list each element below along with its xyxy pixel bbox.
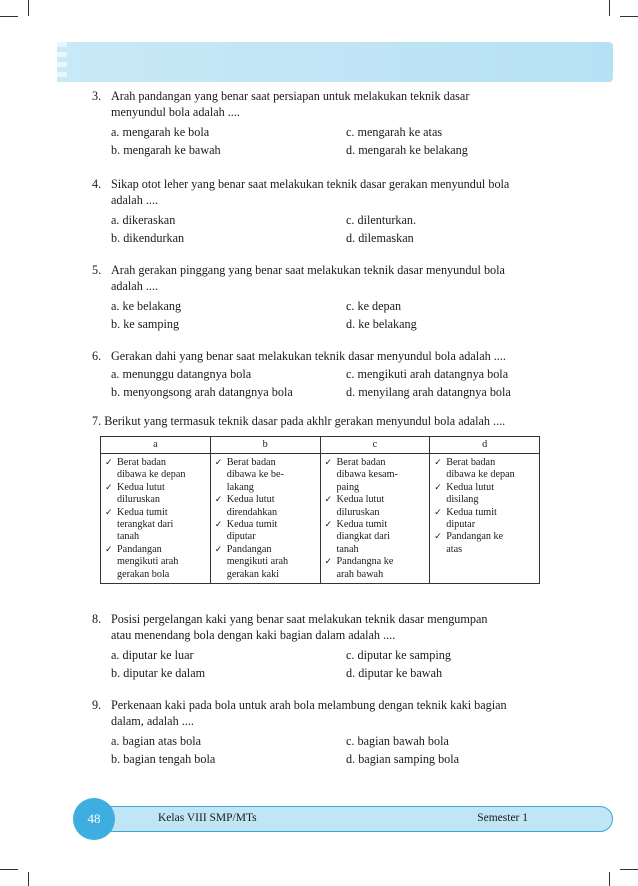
crop-mark xyxy=(620,16,638,17)
option-b: b. ke samping xyxy=(111,317,180,331)
option-c: c. ke depan xyxy=(346,299,402,313)
checkmark-icon: ✓ xyxy=(214,520,223,531)
option-d: d. bagian samping bola xyxy=(346,752,460,766)
question-text-cont: menyundul bola adalah .... xyxy=(111,105,240,119)
check-item-text: Pandangan mengikuti arah gerakan kaki xyxy=(226,543,289,580)
option-d: d. dilemaskan xyxy=(346,231,414,245)
column-header-a: a xyxy=(101,437,211,454)
question-number: 9. xyxy=(92,698,102,712)
page-footer xyxy=(92,806,613,832)
column-header-b: b xyxy=(210,437,320,454)
check-item xyxy=(325,457,428,494)
column-d-cell xyxy=(430,454,540,584)
check-item-text: Pandangan mengikuti arah gerakan bola xyxy=(117,543,179,580)
checkmark-icon: ✓ xyxy=(214,458,223,468)
checkmark-icon: ✓ xyxy=(434,532,442,543)
checkmark-icon: ✓ xyxy=(324,520,333,531)
check-item-text: Kedua tumit terangkat dari tanah xyxy=(117,506,174,543)
question-text-cont: dalam, adalah .... xyxy=(111,714,194,728)
checkmark-icon: ✓ xyxy=(434,507,442,518)
question-text-cont: adalah .... xyxy=(111,279,159,293)
column-c-cell xyxy=(320,454,430,584)
option-d: d. diputar ke bawah xyxy=(346,666,443,680)
question-8 xyxy=(92,611,537,681)
option-a: a. bagian atas bola xyxy=(111,734,202,748)
crop-mark xyxy=(620,869,638,870)
check-item-text: Pandangna ke arah bawah xyxy=(336,556,394,580)
option-c: c. bagian bawah bola xyxy=(346,734,449,748)
check-item xyxy=(215,544,318,581)
question-text-cont: adalah .... xyxy=(111,193,159,207)
header-band xyxy=(57,42,613,82)
question-6 xyxy=(92,348,537,400)
option-b: b. menyongsong arah datangnya bola xyxy=(111,385,293,399)
question-text: Sikap otot leher yang benar saat melakukan teknik dasar gerakan menyundul bola xyxy=(111,177,510,191)
check-item-text: Berat badan dibawa ke depan xyxy=(446,457,515,481)
option-d: d. ke belakang xyxy=(346,317,417,331)
book-title: Kelas VIII SMP/MTs xyxy=(158,812,257,824)
check-item-text: Kedua tumit diangkat dari tanah xyxy=(336,519,390,555)
column-header-c: c xyxy=(320,437,430,454)
option-b: b. bagian tengah bola xyxy=(111,752,216,766)
check-item xyxy=(215,494,318,519)
option-b: b. dikendurkan xyxy=(111,231,185,245)
check-item-text: Kedua tumit diputar xyxy=(446,506,497,531)
check-item xyxy=(105,544,208,581)
checkmark-icon: ✓ xyxy=(324,495,333,506)
checkmark-icon: ✓ xyxy=(105,458,113,468)
check-item xyxy=(325,519,428,556)
question-3 xyxy=(92,88,537,158)
checkmark-icon: ✓ xyxy=(105,482,113,493)
checkmark-icon: ✓ xyxy=(324,557,333,568)
question-number: 8. xyxy=(92,612,102,626)
check-item xyxy=(325,494,428,519)
checkmark-icon: ✓ xyxy=(214,495,223,506)
check-item-text: Berat badan dibawa kesam- paing xyxy=(336,457,398,493)
option-c: c. diputar ke samping xyxy=(346,648,451,662)
column-b-cell xyxy=(210,454,320,584)
check-item xyxy=(434,457,537,482)
check-item-text: Berat badan dibawa ke depan xyxy=(117,457,186,481)
check-item-text: Pandangan ke atas xyxy=(446,531,504,555)
option-a: a. ke belakang xyxy=(111,299,182,313)
option-c: c. mengikuti arah datangnya bola xyxy=(346,367,509,381)
question-5 xyxy=(92,262,537,332)
check-item-text: Kedua lutut diluruskan xyxy=(336,494,385,518)
checkmark-icon: ✓ xyxy=(434,482,442,493)
checkmark-icon: ✓ xyxy=(324,458,333,468)
check-item-text: Kedua tumit diputar xyxy=(226,519,278,543)
checkmark-icon: ✓ xyxy=(105,544,113,555)
check-item xyxy=(105,457,208,482)
question-9 xyxy=(92,697,537,767)
crop-mark xyxy=(0,869,18,870)
option-c: c. dilenturkan. xyxy=(346,213,417,227)
crop-mark xyxy=(609,0,610,16)
option-a: a. dikeraskan xyxy=(111,213,176,227)
check-item xyxy=(434,482,537,507)
column-a-cell xyxy=(101,454,211,584)
table-row xyxy=(101,454,540,584)
check-item-text: Kedua lutut disilang xyxy=(446,481,495,506)
check-item xyxy=(105,507,208,544)
check-item-text: Kedua lutut direndahkan xyxy=(226,494,278,518)
crop-mark xyxy=(28,0,29,16)
option-a: a. menunggu datangnya bola xyxy=(111,367,252,381)
check-item xyxy=(215,519,318,544)
option-d: d. mengarah ke belakang xyxy=(346,143,468,157)
option-b: b. mengarah ke bawah xyxy=(111,143,221,157)
question-text-cont: atau menendang bola dengan kaki bagian dalam adalah .... xyxy=(111,628,396,642)
crop-mark xyxy=(609,872,610,886)
check-item-text: Kedua lutut diluruskan xyxy=(117,481,165,506)
check-item xyxy=(215,457,318,494)
page-number: 48 xyxy=(73,798,115,840)
question-4 xyxy=(92,176,537,246)
option-b: b. diputar ke dalam xyxy=(111,666,206,680)
option-a: a. mengarah ke bola xyxy=(111,125,210,139)
question-text: 7. Berikut yang termasuk teknik dasar pada akhlr gerakan menyundul bola adalah .... xyxy=(92,414,506,428)
checkmark-icon: ✓ xyxy=(105,507,113,518)
option-c: c. mengarah ke atas xyxy=(346,125,443,139)
column-header-d: d xyxy=(430,437,540,454)
question-text: Posisi pergelangan kaki yang benar saat melakukan teknik dasar mengumpan xyxy=(111,612,488,626)
question-text: Arah gerakan pinggang yang benar saat melakukan teknik dasar menyundul bola xyxy=(111,263,505,277)
question-7 xyxy=(92,413,552,429)
technique-table xyxy=(100,436,540,584)
option-a: a. diputar ke luar xyxy=(111,648,194,662)
check-item xyxy=(325,556,428,581)
checkmark-icon: ✓ xyxy=(214,544,223,555)
question-number: 6. xyxy=(92,349,102,363)
semester-label: Semester 1 xyxy=(477,812,528,824)
option-d: d. menyilang arah datangnya bola xyxy=(346,385,511,399)
question-text: Perkenaan kaki pada bola untuk arah bola melambung dengan teknik kaki bagian xyxy=(111,698,507,712)
crop-mark xyxy=(28,872,29,886)
question-number: 3. xyxy=(92,89,102,103)
check-item-text: Berat badan dibawa ke be- lakang xyxy=(226,457,284,493)
check-item xyxy=(105,482,208,507)
question-text: Gerakan dahi yang benar saat melakukan teknik dasar menyundul bola adalah .... xyxy=(111,349,506,363)
crop-mark xyxy=(0,16,18,17)
question-number: 5. xyxy=(92,263,102,277)
checkmark-icon: ✓ xyxy=(434,458,442,468)
check-item xyxy=(434,507,537,532)
check-item xyxy=(434,531,537,556)
question-number: 4. xyxy=(92,177,102,191)
question-text: Arah pandangan yang benar saat persiapan untuk melakukan teknik dasar xyxy=(111,89,470,103)
